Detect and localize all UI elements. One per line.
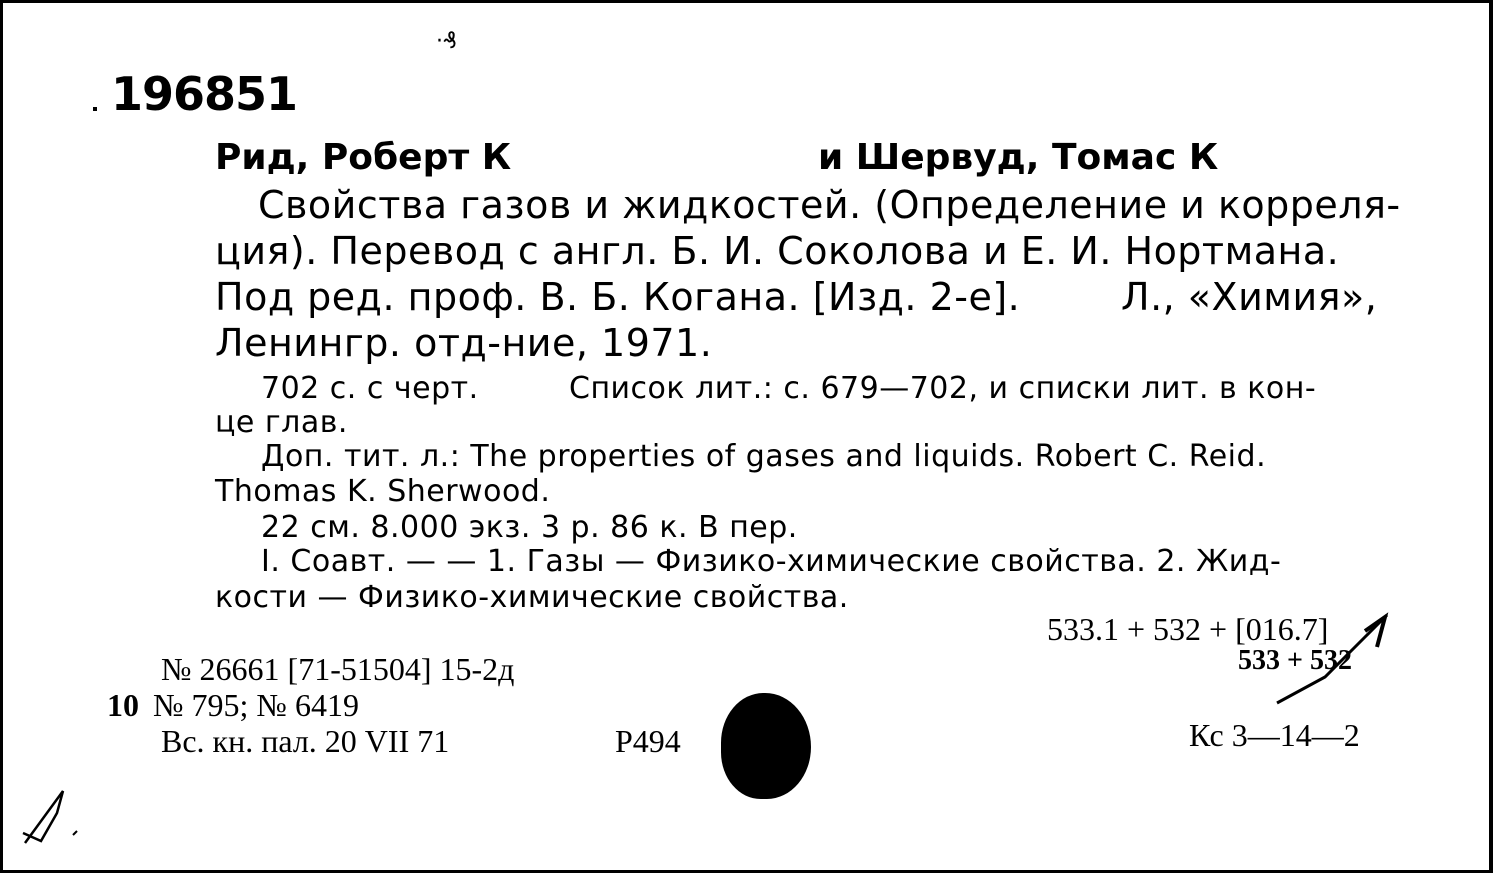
udc-classification: 533.1 + 532 + [016.7]: [1047, 611, 1329, 647]
registry-line-2: № 795; № 6419: [153, 687, 359, 723]
registry-line-3: Вс. кн. пал. 20 VII 71: [161, 723, 450, 759]
title-line-2: ция). Перевод с англ. Б. И. Соколова и Е. И. Нортмана.: [215, 229, 1340, 273]
original-title-line-1: Доп. тит. л.: The properties of gases and liquids. Robert C. Reid.: [261, 439, 1267, 474]
registry-prefix: 10: [107, 687, 139, 723]
secondary-author: и Шервуд, Томас К: [818, 137, 1219, 178]
bibliography-note-continued: це глав.: [215, 405, 348, 440]
stamp-mark: ·₰: [436, 29, 457, 54]
physical-description: 22 см. 8.000 экз. 3 р. 86 к. В пер.: [261, 510, 798, 545]
pages-note: 702 с. с черт.: [261, 371, 479, 406]
catalog-number: [111, 67, 297, 121]
title-line-3-publisher: Л., «Химия»,: [1121, 275, 1378, 319]
price-code: Кс 3—14—2: [1189, 717, 1360, 753]
bibliography-note: Список лит.: с. 679—702, и списки лит. в кон-: [569, 371, 1317, 406]
title-line-4: Ленингр. отд-ние, 1971.: [215, 321, 713, 365]
pencil-mark-icon: [21, 783, 91, 853]
udc-classification-secondary: 533 + 532: [1238, 645, 1352, 676]
primary-author: Рид, Роберт К: [215, 137, 512, 178]
catalog-number-text: 196851: [111, 67, 298, 121]
ink-dot: [93, 107, 97, 111]
title-line-1: Свойства газов и жидкостей. (Определение и корреля-: [258, 183, 1401, 227]
subject-line-2: кости — Физико-химические свойства.: [215, 580, 849, 615]
punch-hole: [721, 693, 811, 799]
registry-code: Р494: [615, 723, 681, 759]
registry-line-1: № 26661 [71-51504] 15-2д: [161, 651, 515, 687]
title-line-3: Под ред. проф. В. Б. Когана. [Изд. 2-е].: [215, 275, 1021, 319]
original-title-line-2: Thomas K. Sherwood.: [215, 474, 551, 509]
subject-line-1: I. Соавт. — — 1. Газы — Физико-химические свойства. 2. Жид-: [261, 544, 1282, 579]
handwritten-slash-mark: [1265, 607, 1395, 707]
